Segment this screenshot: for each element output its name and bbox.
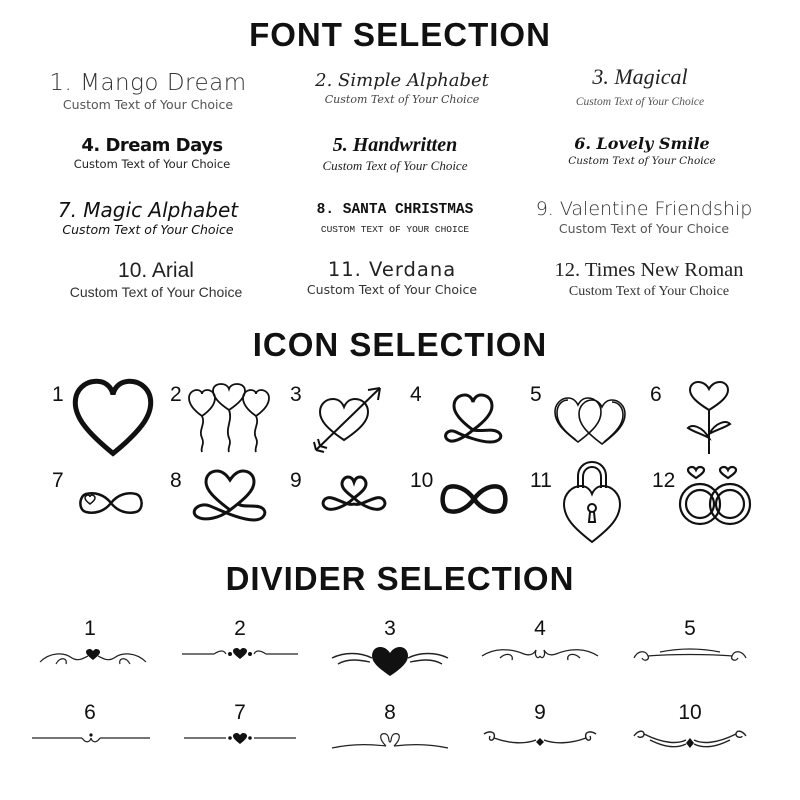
icon-option-number: 7 — [52, 469, 64, 492]
font-option-4[interactable] — [27, 137, 277, 171]
font-selection-title: FONT SELECTION — [249, 16, 551, 53]
font-option-name: 3. Magical — [592, 64, 688, 89]
icon-option-number: 6 — [650, 383, 662, 406]
font-option-name: 11. Verdana — [327, 258, 457, 281]
infinity-icon[interactable] — [438, 482, 510, 516]
divider-option-number: 7 — [234, 701, 246, 724]
icon-option-number: 12 — [652, 469, 676, 492]
font-option-10[interactable] — [31, 260, 281, 299]
heart-balloons-icon[interactable] — [186, 384, 272, 454]
swoosh-diamond-divider-icon[interactable] — [630, 726, 750, 752]
icon-option-number: 8 — [170, 469, 182, 492]
font-option-2[interactable] — [277, 72, 527, 105]
font-option-sample: Custom Text of Your Choice — [62, 97, 234, 112]
divider-option-number: 10 — [678, 701, 702, 724]
font-option-11[interactable] — [267, 260, 517, 296]
icon-option-number: 1 — [52, 383, 64, 406]
heart-arrow-icon[interactable] — [310, 382, 386, 454]
heart-flower-icon[interactable] — [684, 380, 734, 456]
heart-padlock-icon[interactable] — [560, 460, 624, 544]
divider-option-number: 4 — [534, 617, 546, 640]
divider-option-number: 6 — [84, 701, 96, 724]
font-option-3[interactable] — [515, 66, 765, 109]
font-option-sample: Custom Text of Your Choice — [322, 158, 468, 173]
wedding-rings-icon[interactable] — [676, 466, 756, 530]
divider-option-number: 5 — [684, 617, 696, 640]
double-swirl-divider-icon[interactable] — [480, 644, 600, 664]
line-ornament-divider-icon[interactable] — [30, 730, 152, 748]
font-option-sample: Custom Text of Your Choice — [62, 222, 234, 237]
font-option-sample: Custom Text of Your Choice — [568, 155, 716, 167]
font-option-12[interactable] — [524, 260, 774, 299]
font-option-sample: Custom Text of Your Choice — [73, 157, 231, 171]
double-heart-icon[interactable] — [552, 394, 630, 446]
icon-option-number: 3 — [290, 383, 302, 406]
font-option-name: 10. Arial — [118, 259, 194, 282]
heart-loop-icon[interactable] — [190, 468, 270, 524]
font-option-sample: Custom Text of Your Choice — [306, 281, 478, 297]
font-option-name: 6. Lovely Smile — [574, 134, 710, 153]
font-option-sample: Custom Text of Your Choice — [568, 283, 730, 299]
font-option-6[interactable] — [517, 136, 767, 167]
infinity-small-heart-icon[interactable] — [76, 488, 146, 518]
divider-option-number: 1 — [84, 617, 96, 640]
font-option-sample: Custom Text of Your Choice — [324, 93, 480, 106]
divider-option-number: 3 — [384, 617, 396, 640]
icon-selection-title: ICON SELECTION — [252, 326, 548, 363]
font-option-7[interactable] — [23, 200, 273, 237]
line-heart-divider-icon[interactable] — [182, 730, 298, 746]
divider-selection-title: DIVIDER SELECTION — [225, 560, 575, 597]
font-option-sample: CUSTOM TEXT OF YOUR CHOICE — [320, 223, 470, 235]
font-option-name: 5. Handwritten — [332, 134, 458, 156]
icon-option-number: 11 — [530, 469, 552, 492]
scroll-diamond-divider-icon[interactable] — [480, 728, 600, 750]
font-option-name: 2. Simple Alphabet — [315, 70, 489, 91]
font-option-sample: Custom Text of Your Choice — [558, 221, 730, 236]
divider-option-number: 9 — [534, 701, 546, 724]
font-option-name: 12. Times New Roman — [554, 259, 744, 281]
font-option-5[interactable] — [270, 135, 520, 172]
icon-option-number: 2 — [170, 383, 182, 406]
icon-option-number: 10 — [410, 469, 434, 492]
font-option-9[interactable] — [519, 200, 769, 236]
divider-option-number: 8 — [384, 701, 396, 724]
dotted-heart-divider-icon[interactable] — [180, 646, 300, 662]
font-option-sample: Custom Text of Your Choice — [575, 96, 705, 108]
font-option-name: 9. Valentine Friendship — [535, 198, 753, 220]
font-option-name: 8. SANTA CHRISTMAS — [316, 202, 474, 218]
font-option-name: 4. Dream Days — [81, 135, 223, 156]
font-option-8[interactable] — [270, 203, 520, 234]
divider-option-number: 2 — [234, 617, 246, 640]
heart-infinity-icon[interactable] — [440, 392, 506, 448]
icon-option-number: 5 — [530, 383, 542, 406]
heart-icon[interactable] — [72, 378, 154, 460]
curl-divider-icon[interactable] — [630, 644, 750, 664]
font-option-sample: Custom Text of Your Choice — [69, 284, 243, 300]
heart-swirl-divider-icon[interactable] — [38, 644, 148, 670]
heart-infinity-loop-icon[interactable] — [318, 474, 390, 514]
font-option-name: 7. Magic Alphabet — [57, 198, 239, 222]
center-curl-divider-icon[interactable] — [330, 730, 450, 754]
big-heart-swirl-divider-icon[interactable] — [330, 644, 450, 678]
font-option-1[interactable] — [23, 72, 273, 112]
icon-option-number: 9 — [290, 469, 302, 492]
icon-option-number: 4 — [410, 383, 422, 406]
font-option-name: 1. Mango Dream — [49, 70, 247, 96]
